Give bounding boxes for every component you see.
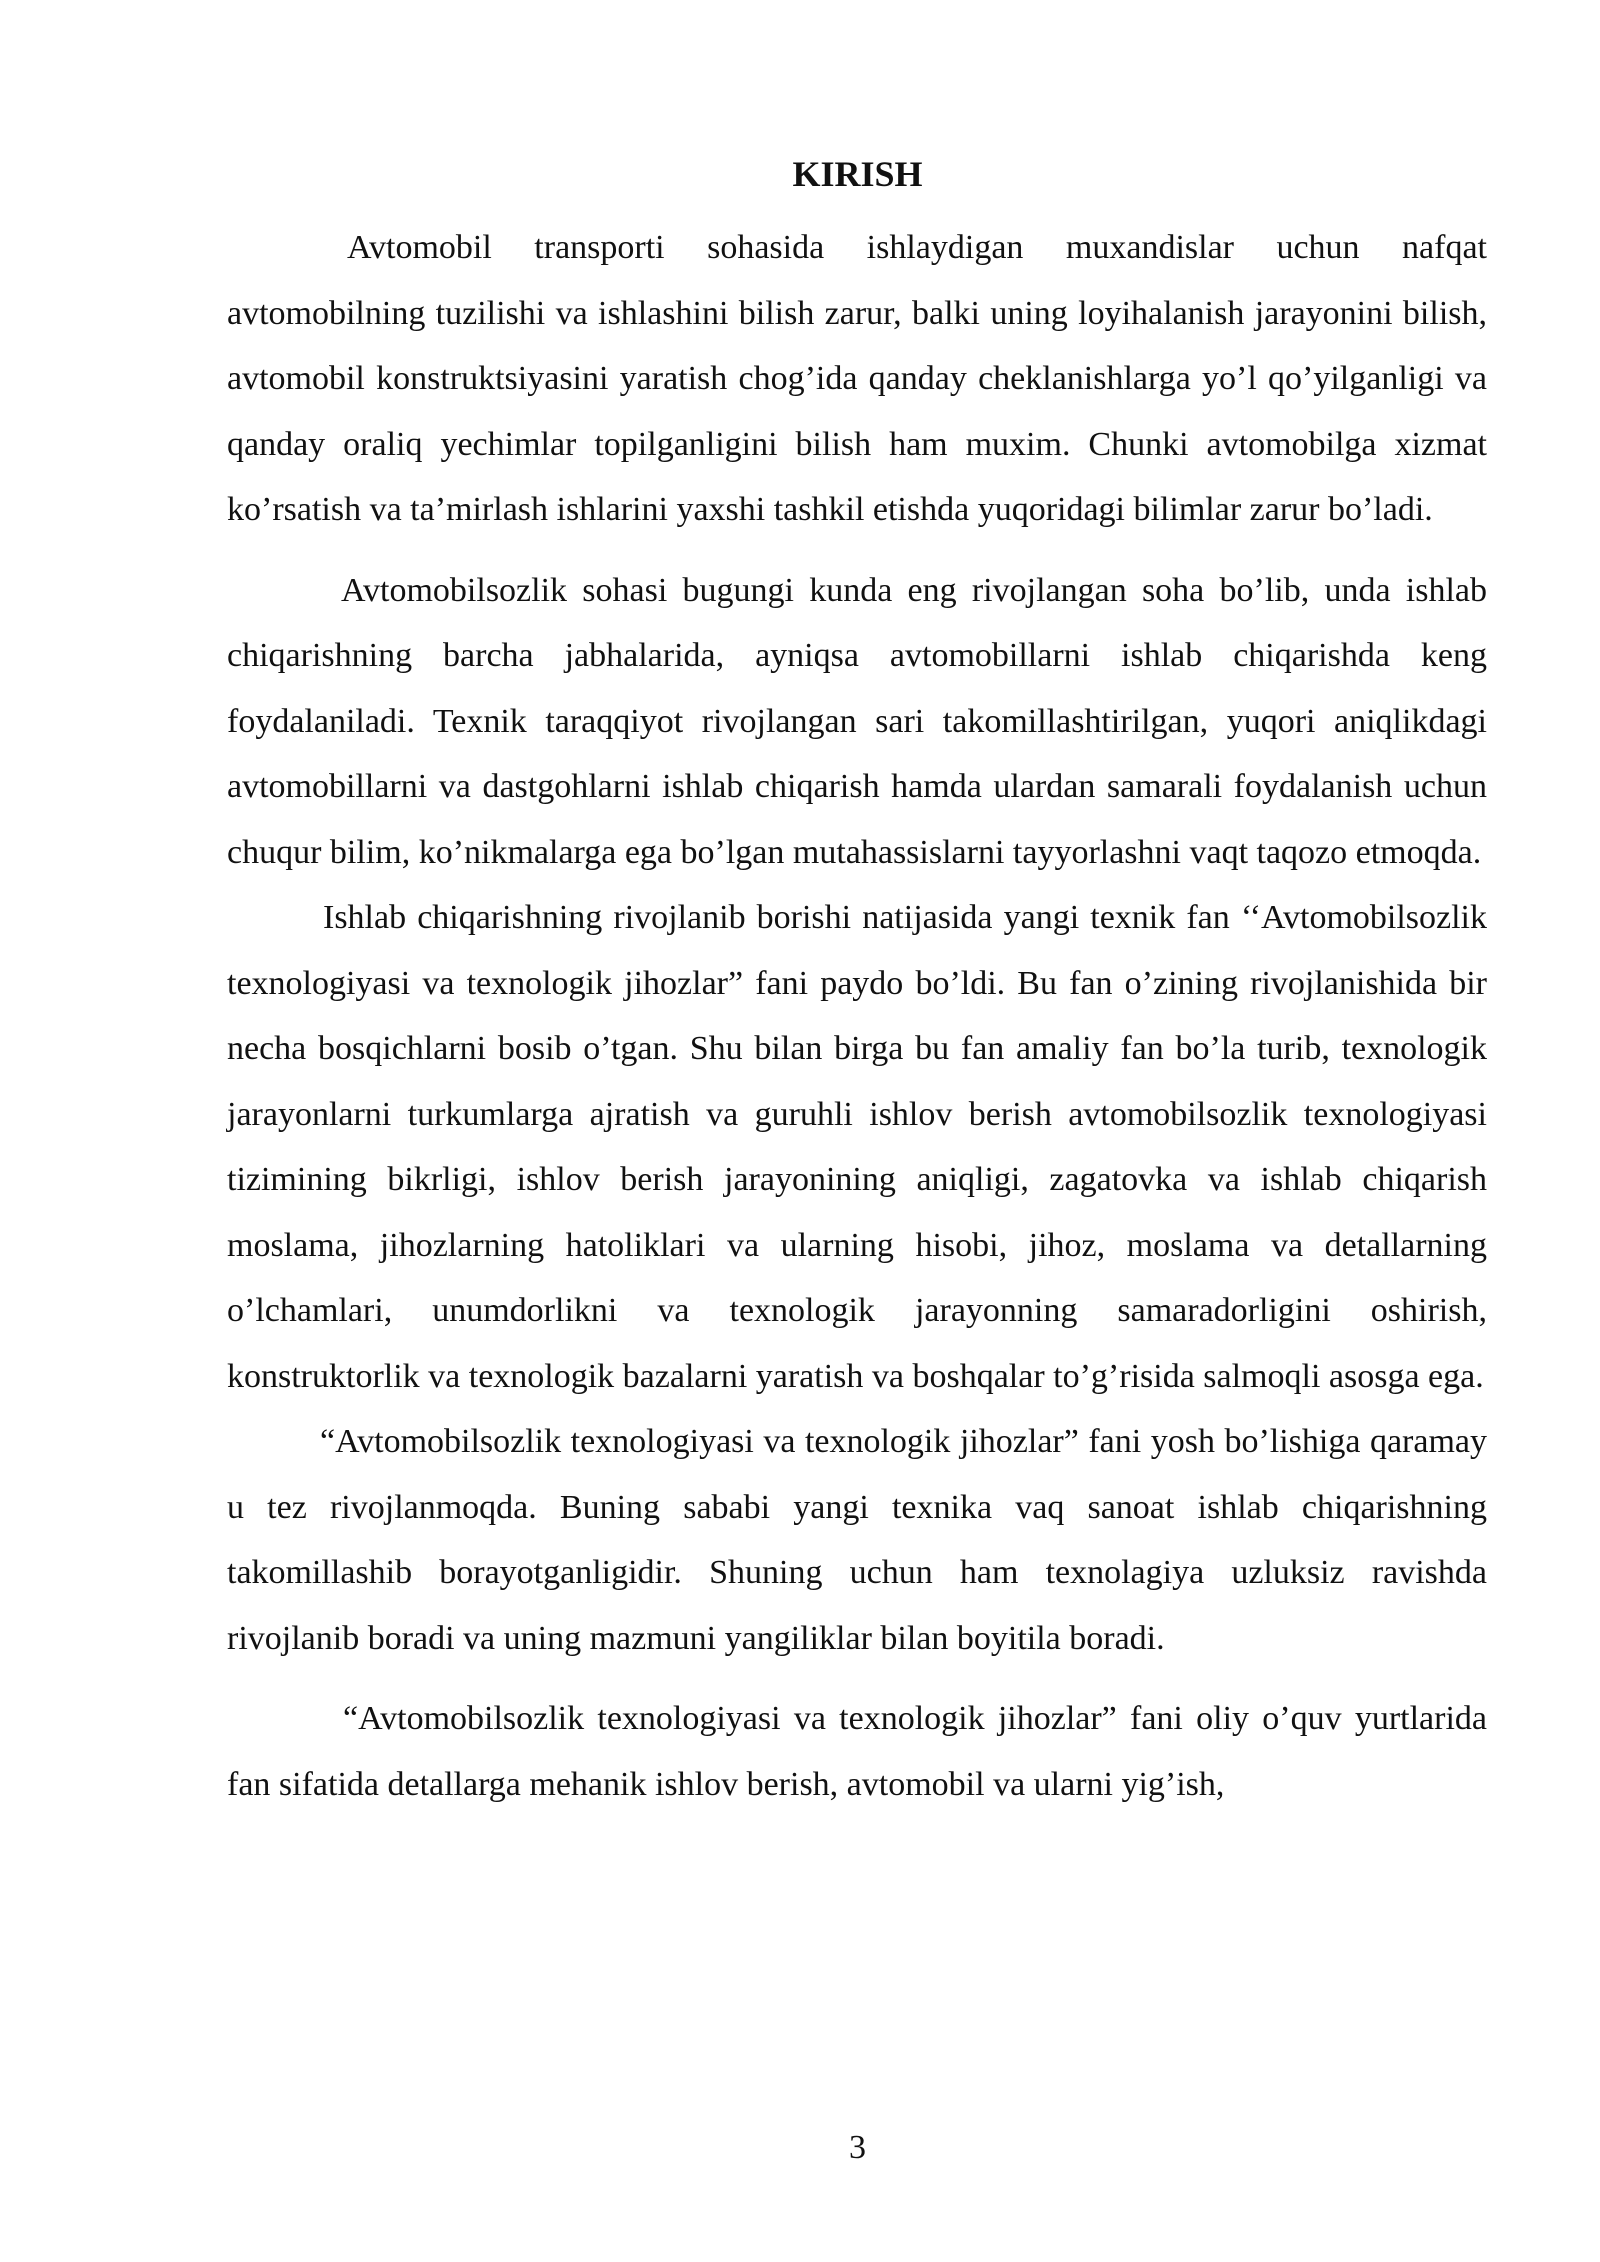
section-heading: KIRISH — [792, 154, 923, 194]
paragraph: Ishlab chiqarishning rivojlanib borishi natijasida yangi texnik fan ‘‘Avtomobilsozlik texnologiyasi va texnologik jihozlar” fani paydo bo’ldi. Bu fan o’zining rivojlanishida bir necha bosqichlarni bosib o’tgan. Shu bilan birga bu fan amaliy fan bo’la turib, texnologik jarayonlarni turkumlarga ajratish va guruhli ishlov berish avtomobilsozlik texnologiyasi tizimining bikrligi, ishlov berish jarayonining aniqligi, zagatovka va ishlab chiqarish moslama, jihozlarning hatoliklari va ularning hisobi, jihoz, moslama va detallarning o’lchamlari, unumdorlikni va texnologik jarayonning samaradorligini oshirish, konstruktorlik va texnologik bazalarni yaratish va boshqalar to’g’risida salmoqli asosga ega. — [227, 899, 1487, 1395]
paragraph: “Avtomobilsozlik texnologiyasi va texnologik jihozlar” fani oliy o’quv yurtlarida fan sifatida detallarga mehanik ishlov berish, avtomobil va ularni yig’ish, — [227, 1700, 1487, 1803]
body-text — [227, 215, 1487, 1817]
paragraph: “Avtomobilsozlik texnologiyasi va texnologik jihozlar” fani yosh bo’lishiga qaramay u tez rivojlanmoqda. Buning sababi yangi texnika vaq sanoat ishlab chiqarishning takomillashib borayotganligidir. Shuning uchun ham texnolagiya uzluksiz ravishda rivojlanib boradi va uning mazmuni yangiliklar bilan boyitila boradi. — [227, 1423, 1487, 1657]
page-number: 3 — [849, 2129, 866, 2166]
paragraph: Avtomobil transporti sohasida ishlaydigan muxandislar uchun nafqat avtomobilning tuzilishi va ishlashini bilish zarur, balki uning loyihalanish jarayonini bilish, avtomobil konstruktsiyasini yaratish chog’ida qanday cheklanishlarga yo’l qo’yilganligi va qanday oraliq yechimlar topilganligini bilish ham muxim. Chunki avtomobilga xizmat ko’rsatish va ta’mirlash ishlarini yaxshi tashkil etishda yuqoridagi bilimlar zarur bo’ladi. — [227, 229, 1487, 528]
paragraph: Avtomobilsozlik sohasi bugungi kunda eng rivojlangan soha bo’lib, unda ishlab chiqarishning barcha jabhalarida, ayniqsa avtomobillarni ishlab chiqarishda keng foydalaniladi. Texnik taraqqiyot rivojlangan sari takomillashtirilgan, yuqori aniqlikdagi avtomobillarni va dastgohlarni ishlab chiqarish hamda ulardan samarali foydalanish uchun chuqur bilim, ko’nikmalarga ega bo’lgan mutahassislarni tayyorlashni vaqt taqozo etmoqda. — [227, 571, 1487, 871]
